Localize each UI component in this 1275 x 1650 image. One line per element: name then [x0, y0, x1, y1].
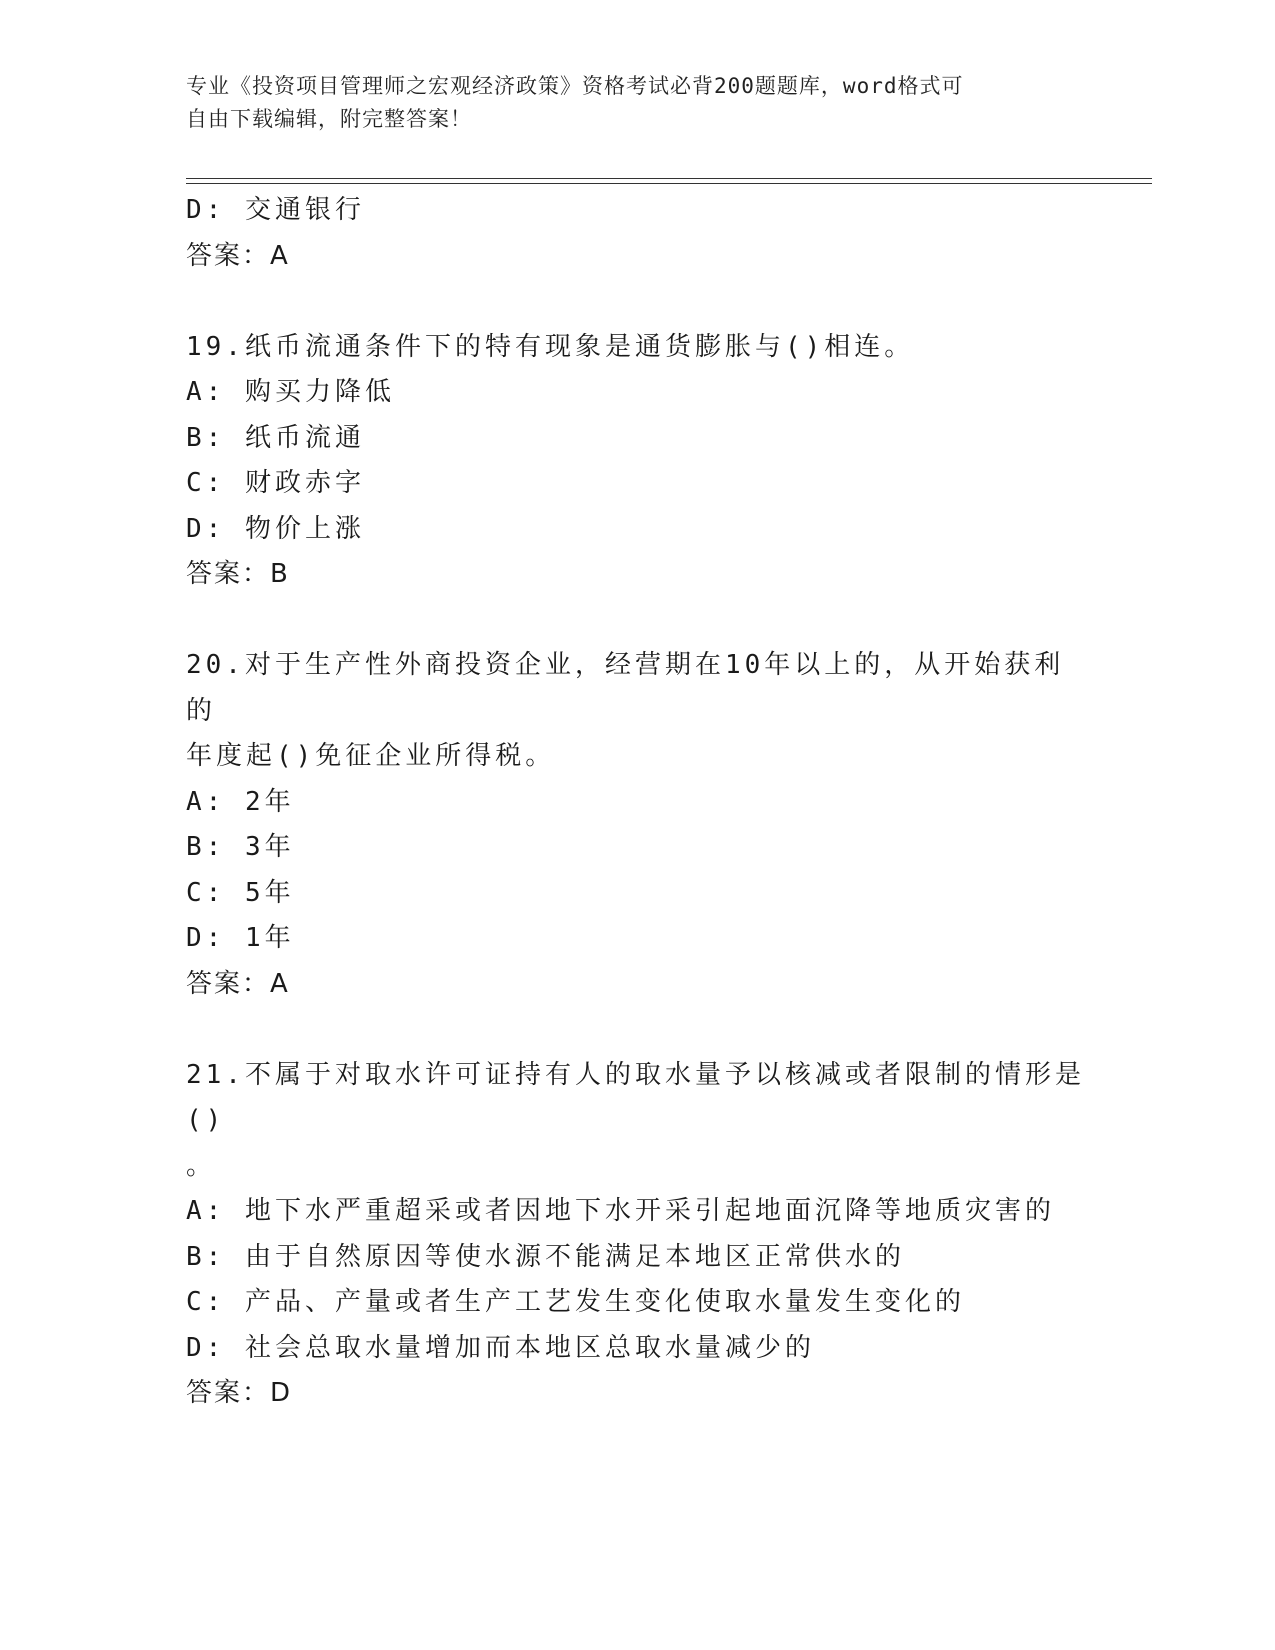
option-b: B: 3年: [186, 832, 295, 862]
answer-line: 答案：A: [186, 968, 290, 999]
answer-line: 答案：B: [186, 559, 290, 589]
question-stem-line-1: 20.对于生产性外商投资企业，经营期在10年以上的，从开始获利的: [186, 650, 1065, 726]
question-stem-line-2: 。: [186, 1150, 217, 1181]
option-d: D: 社会总取水量增加而本地区总取水量减少的: [186, 1332, 815, 1363]
prev-question-tail: [186, 188, 1086, 279]
header-rule-top: [186, 178, 1152, 179]
answer-line: 答案：A: [186, 240, 290, 271]
option-a: A: 2年: [186, 786, 295, 817]
option-c: C: 财政赤字: [186, 468, 365, 498]
option-a: A: 购买力降低: [186, 377, 395, 407]
header-line-1: 专业《投资项目管理师之宏观经济政策》资格考试必背200题题库，word格式可: [186, 74, 964, 98]
option-d: D: 1年: [186, 923, 295, 953]
question-list: [186, 188, 1086, 1417]
option-a: A: 地下水严重超采或者因地下水开采引起地面沉降等地质灾害的: [186, 1196, 1055, 1226]
option-d: D: 物价上涨: [186, 513, 365, 544]
answer-line: 答案：D: [186, 1378, 293, 1408]
question-20: [186, 643, 1086, 1007]
document-header: [186, 70, 1066, 136]
option-b: B: 纸币流通: [186, 422, 365, 453]
option-c: C: 5年: [186, 877, 295, 908]
option-d: D: 交通银行: [186, 195, 365, 225]
header-rule-bottom: [186, 183, 1152, 184]
question-stem-line-2: 年度起()免征企业所得税。: [186, 741, 556, 771]
question-stem-line-1: 21.不属于对取水许可证持有人的取水量予以核减或者限制的情形是(): [186, 1059, 1085, 1135]
option-c: C: 产品、产量或者生产工艺发生变化使取水量发生变化的: [186, 1287, 965, 1317]
question-19: [186, 325, 1086, 598]
question-stem: 19.纸币流通条件下的特有现象是通货膨胀与()相连。: [186, 331, 915, 362]
header-line-2: 自由下载编辑，附完整答案！: [186, 107, 472, 131]
question-21: [186, 1053, 1086, 1417]
option-b: B: 由于自然原因等使水源不能满足本地区正常供水的: [186, 1241, 905, 1272]
